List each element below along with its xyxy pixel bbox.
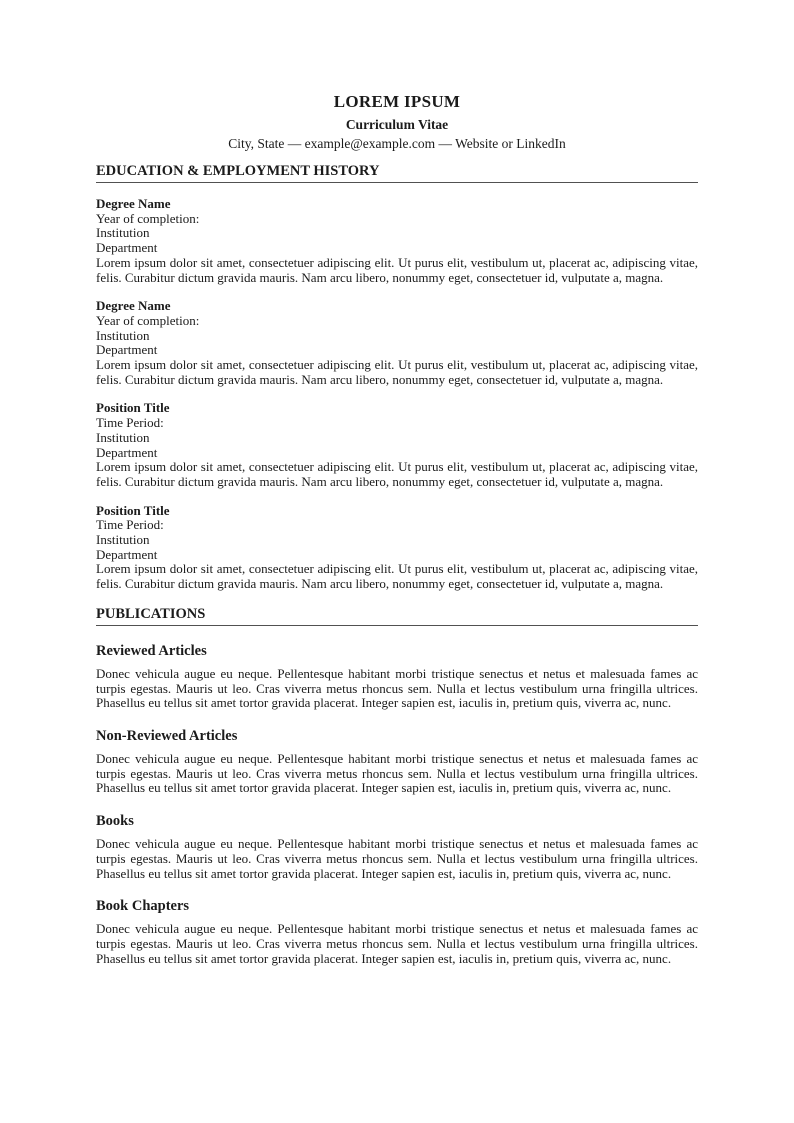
entry-detail-line: Institution [96, 225, 150, 241]
subsection-heading-reviewed-articles: Reviewed Articles [96, 642, 207, 659]
subsection-description: Donec vehicula augue eu neque. Pellentesque habitant morbi tristique senectus et netus et malesuada fames ac turpis egestas. Mauris ut leo. Cras viverra metus rhoncus sem. Nulla et lectus vestibulum urna fringilla ultrices. Phasellus eu tellus sit amet tortor gravida placerat. Integer sapien est, iaculis in, pretium quis, viverra ac, nunc. [96, 750, 698, 796]
employment-entry [96, 504, 698, 592]
subsection-heading-non-reviewed-articles: Non-Reviewed Articles [96, 727, 238, 744]
publications-subsection [96, 813, 698, 881]
section-heading-publications: PUBLICATIONS [96, 606, 698, 626]
entry-detail-line: Department [96, 546, 158, 562]
subsection-description: Donec vehicula augue eu neque. Pellentesque habitant morbi tristique senectus et netus et malesuada fames ac turpis egestas. Mauris ut leo. Cras viverra metus rhoncus sem. Nulla et lectus vestibulum urna fringilla ultrices. Phasellus eu tellus sit amet tortor gravida placerat. Integer sapien est, iaculis in, pretium quis, viverra ac, nunc. [96, 665, 698, 711]
entry-title: Position Title [96, 502, 170, 518]
entry-detail-line: Institution [96, 429, 150, 445]
employment-entry [96, 401, 698, 489]
entry-detail-line: Year of completion: [96, 210, 200, 226]
education-entry [96, 197, 698, 285]
section-publications [96, 606, 698, 966]
publications-subsection [96, 898, 698, 966]
entry-description: Lorem ipsum dolor sit amet, consectetuer adipiscing elit. Ut purus elit, vestibulum ut, placerat ac, adipiscing vitae, felis. Curabitur dictum gravida mauris. Nam arcu libero, nonummy eget, consectetuer id, vulputate a, magna. [96, 561, 698, 592]
entry-detail-line: Institution [96, 532, 150, 548]
entry-description: Lorem ipsum dolor sit amet, consectetuer adipiscing elit. Ut purus elit, vestibulum ut, placerat ac, adipiscing vitae, felis. Curabitur dictum gravida mauris. Nam arcu libero, nonummy eget, consectetuer id, vulputate a, magna. [96, 357, 698, 387]
entry-title: Degree Name [96, 298, 171, 314]
entry-description: Lorem ipsum dolor sit amet, consectetuer adipiscing elit. Ut purus elit, vestibulum ut, placerat ac, adipiscing vitae, felis. Curabitur dictum gravida mauris. Nam arcu libero, nonummy eget, consectetuer id, vulputate a, magna. [96, 254, 698, 285]
entry-detail-line: Year of completion: [96, 312, 200, 328]
entry-title: Degree Name [96, 196, 171, 211]
entry-detail-line: Department [96, 240, 158, 256]
subsection-description: Donec vehicula augue eu neque. Pellentesque habitant morbi tristique senectus et netus et malesuada fames ac turpis egestas. Mauris ut leo. Cras viverra metus rhoncus sem. Nulla et lectus vestibulum urna fringilla ultrices. Phasellus eu tellus sit amet tortor gravida placerat. Integer sapien est, iaculis in, pretium quis, viverra ac, nunc. [96, 921, 698, 966]
cv-header [96, 92, 698, 152]
publications-subsection [96, 728, 698, 796]
contact-line: City, State — example@example.com — Website or LinkedIn [228, 136, 566, 151]
section-education-employment [96, 163, 698, 592]
entry-detail-line: Institution [96, 327, 150, 343]
entry-detail-line: Time Period: [96, 517, 164, 533]
subsection-description: Donec vehicula augue eu neque. Pellentesque habitant morbi tristique senectus et netus et malesuada fames ac turpis egestas. Mauris ut leo. Cras viverra metus rhoncus sem. Nulla et lectus vestibulum urna fringilla ultrices. Phasellus eu tellus sit amet tortor gravida placerat. Integer sapien est, iaculis in, pretium quis, viverra ac, nunc. [96, 836, 698, 881]
entry-detail-line: Department [96, 342, 158, 358]
publications-subsection [96, 643, 698, 711]
entry-title: Position Title [96, 400, 170, 416]
entry-detail-line: Department [96, 444, 158, 460]
subsection-heading-book-chapters: Book Chapters [96, 898, 190, 915]
entry-detail-line: Time Period: [96, 415, 164, 431]
entry-description: Lorem ipsum dolor sit amet, consectetuer adipiscing elit. Ut purus elit, vestibulum ut, placerat ac, adipiscing vitae, felis. Curabitur dictum gravida mauris. Nam arcu libero, nonummy eget, consectetuer id, vulputate a, magna. [96, 459, 698, 489]
education-entry [96, 299, 698, 387]
cv-name: LOREM IPSUM [333, 92, 461, 111]
cv-subtitle: Curriculum Vitae [345, 117, 449, 132]
subsection-heading-books: Books [96, 813, 134, 830]
section-heading-education: EDUCATION & EMPLOYMENT HISTORY [96, 163, 698, 183]
